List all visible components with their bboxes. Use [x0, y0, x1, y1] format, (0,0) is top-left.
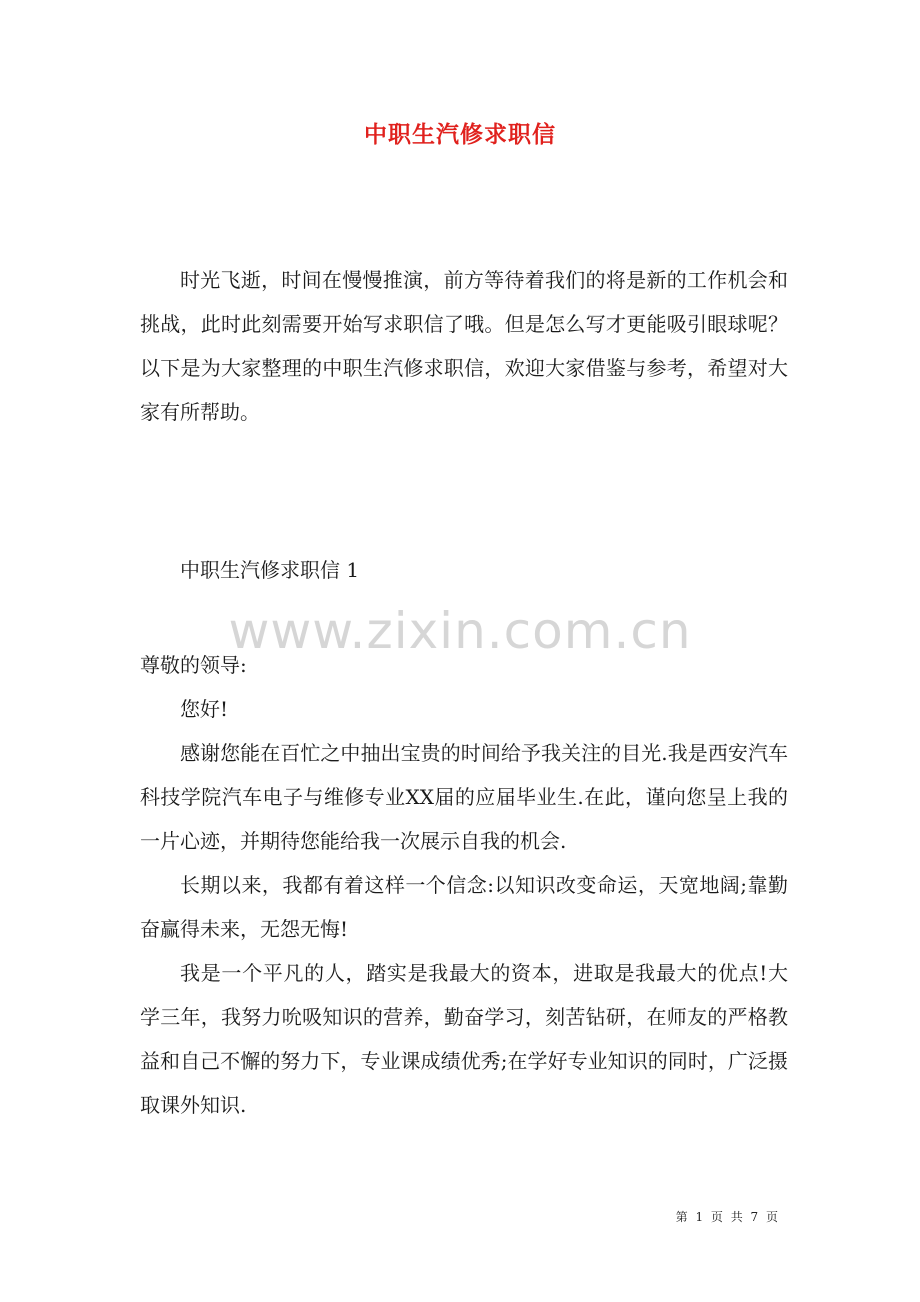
letter-body: [140, 643, 788, 1127]
page-number: 第 1 页 共 7 页: [675, 1210, 780, 1224]
letter-paragraph: 我是一个平凡的人，踏实是我最大的资本，进取是我最大的优点!大学三年，我努力吮吸知识的营养，勤奋学习，刻苦钻研，在师友的严格教益和自己不懈的努力下，专业课成绩优秀;在学好专业知识的同时，广泛摄取课外知识.: [140, 961, 788, 1117]
greeting: 您好!: [180, 697, 229, 721]
intro-section: [140, 258, 788, 434]
letter-paragraph: 长期以来，我都有着这样一个信念:以知识改变命运，天宽地阔;靠勤奋赢得未来，无怨无悔!: [140, 873, 788, 941]
document-title: 中职生汽修求职信: [364, 121, 556, 148]
section-heading: 中职生汽修求职信 1: [180, 558, 360, 582]
section-heading-block: [140, 548, 788, 592]
intro-paragraph: 时光飞逝，时间在慢慢推演，前方等待着我们的将是新的工作机会和挑战，此时此刻需要开始写求职信了哦。但是怎么写才更能吸引眼球呢？以下是为大家整理的中职生汽修求职信，欢迎大家借鉴与参考，希望对大家有所帮助。: [140, 268, 788, 424]
salutation: 尊敬的领导:: [140, 653, 247, 677]
letter-paragraph: 感谢您能在百忙之中抽出宝贵的时间给予我关注的目光.我是西安汽车科技学院汽车电子与维修专业XX届的应届毕业生.在此，谨向您呈上我的一片心迹，并期待您能给我一次展示自我的机会.: [140, 741, 788, 853]
watermark: www.zixin.com.cn: [228, 602, 692, 660]
